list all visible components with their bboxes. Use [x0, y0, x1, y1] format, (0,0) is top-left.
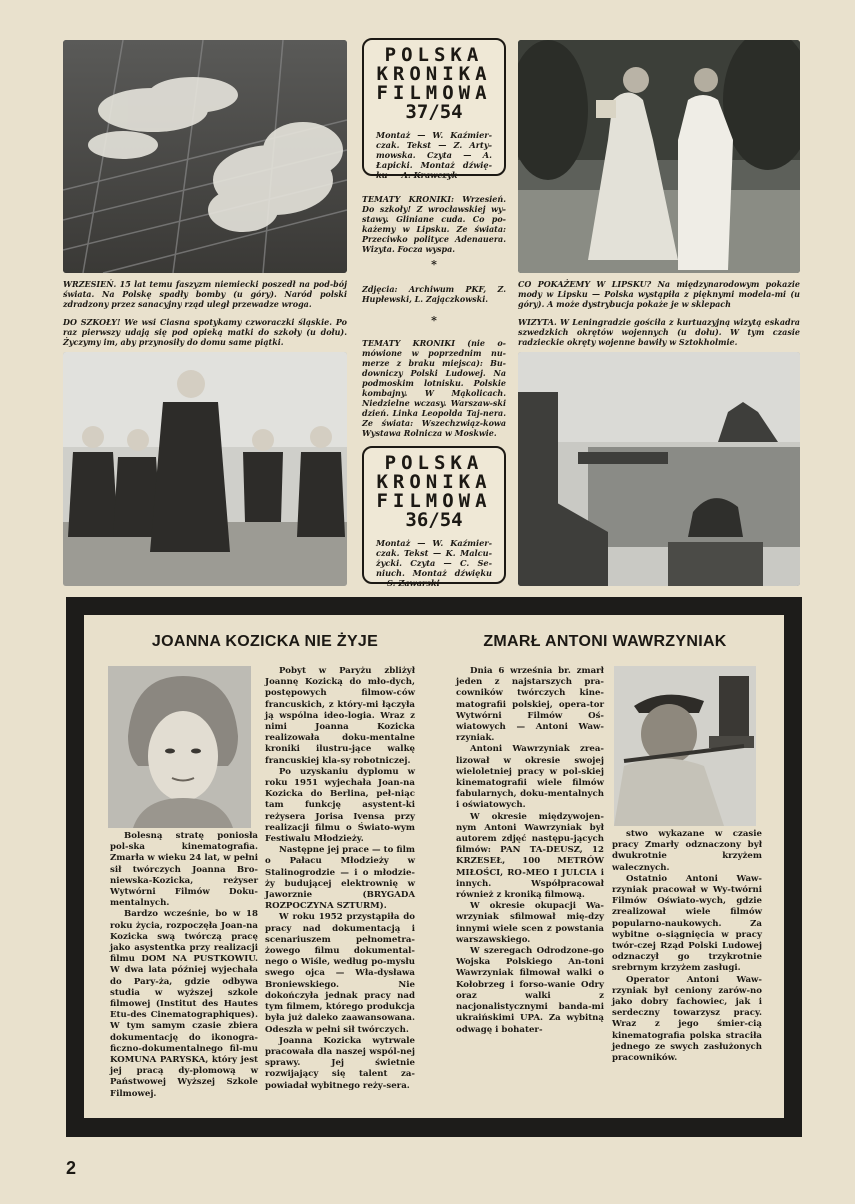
separator-star: * — [431, 314, 437, 327]
newsreel-box-36 — [362, 446, 506, 588]
obituary-heading-wawrzyniak: ZMARŁ ANTONI WAWRZYNIAK — [483, 633, 727, 650]
topics-36: TEMATY KRONIKI (nie o-mówione w poprzednim nu-merze z braku miejsca): Bu-downiczy Polski Ludowej. Na podmoskim lotnisku. Polskie kombajny. W Mąkolicach. Niedzielne wczasy. Warszaw-ski dzień. Linka Leopolda Taj-nera. Ze świata: Wszechzwiąz-kowa Wystawa Rolnicza w Moskwie. — [362, 338, 506, 438]
box-title-line: FILMOWA — [376, 82, 492, 104]
caption-lipsk: CO POKAŻEMY W LIPSKU? Na międzynarodowym pokazie mody w Lipsku — Polska wystąpiła z pięknymi modela-mi (u góry). A może dystrybucja pokaże je w sklepach — [518, 279, 800, 309]
photo-bombing-aerial — [63, 40, 347, 273]
paragraph: Antoni Wawrzyniak zrea-lizował w okresie swojej wieloletniej pracy w pol-skiej kinematografii wiele filmów fabularnych, doku-mentalnych i oświatowych. — [456, 744, 604, 811]
caption-wizyta: WIZYTA. W Leningradzie gościła z kurtuazyjną wizytą eskadra szwedzkich okrętów wojennych (u dołu). W tym czasie radzieckie okręty wojenne bawiły w Sztokholmie. — [518, 317, 800, 347]
credits-text: Montaż — W. Kaźmier-czak. Tekst — K. Malcu-życki. Czyta — C. Se-niuch. Montaż dźwięku — S. Zawarski — [376, 538, 492, 588]
wawrzyniak-column-1 — [456, 666, 604, 1036]
paragraph: W roku 1952 przystąpiła do pracy nad dokumentacją i scenariuszem pełnometra-żowego filmu dokumental-nego o Wiśle, według po-mysłu swego ojca — Wła-dysława Broniewskiego. Nie dokończyła jednak pracy nad tym filmem, którego produkcja była już daleko zaawansowana. Odeszła w pełni sił twórczych. — [265, 912, 415, 1035]
paragraph: Bardzo wcześnie, bo w 18 roku życia, rozpoczęła Joan-na Kozicka swą twórczą pracę jako asystentka przy realizacji filmu DOM NA PUSTKOWIU. W dwa lata później wyjechała do Pary-ża, gdzie odbywa studia w wyższej szkole filmowej (Institut des Hautes Etu-des Cinematographiques). W tym samym czasie zbiera dokumentację do ikonogra-ficzno-dokumentalnego fil-mu KOMUNA PARYSKA, który jest jej pracą dy-plomową w Państwowej Wyższej Szkole Filmowej. — [110, 909, 258, 1099]
paragraph: W okresie okupacji Wa-wrzyniak sfilmował mię-dzy innymi wiele scen z powstania warszawskiego. — [456, 901, 604, 945]
caption-wrzesien: WRZESIEŃ. 15 lat temu faszyzm niemiecki poszedł na pod-bój świata. Na Polskę spadły bomby (u góry). Naród polski zdradzony przez sanacyjny rząd uległ przewadze wroga. — [63, 279, 347, 309]
wawrzyniak-column-2 — [612, 829, 762, 1064]
paragraph: stwo wykazane w czasie pracy Zmarły odznaczony był dwukrotnie krzyżem walecznych. — [612, 829, 762, 873]
kozicka-column-1 — [110, 831, 258, 1100]
box-title-line: POLSKA — [384, 452, 484, 474]
photo-children-school — [63, 352, 347, 586]
page-number: 2 — [66, 1158, 77, 1178]
caption-do-szkoly: DO SZKOŁY! We wsi Ciasna spotykamy czworaczki śląskie. Po raz pierwszy udają się pod opieką matki do szkoły (u dołu). Życzymy im, aby przynosiły do domu same piątki. — [63, 317, 347, 347]
newsreel-box-37 — [362, 38, 506, 180]
portrait-antoni-wawrzyniak — [614, 666, 756, 826]
photo-leningrad-harbour — [518, 352, 800, 586]
photo-fashion-models — [518, 40, 800, 273]
issue-number: 36/54 — [405, 509, 463, 531]
paragraph: Następne jej prace — to film o Pałacu Młodzieży w Stalinogrodzie — i o młodzie-ży budującej elektrownię w Jaworznie (BRYGADA ROZPOCZYNA SZTURM). — [265, 845, 415, 912]
paragraph: W okresie międzywojen-nym Antoni Wawrzyniak był autorem zdjęć następu-jących filmów: PAN TA-DEUSZ, 12 KRZESEŁ, 100 METRÓW MIŁOŚCI, RO-MEO I JULCIA i innych. Współpracował również z kroniką filmową. — [456, 811, 604, 901]
photo-credits-37: Zdjęcia: Archiwum PKF, Z. Hupłewski, L. Zajączkowski. — [362, 284, 506, 304]
paragraph: Joanna Kozicka wytrwale pracowała dla naszej wspól-nej sprawy. Jej świetnie rozwijający się talent za-powiadał wybitnego reży-sera. — [265, 1035, 415, 1091]
box-title-line: FILMOWA — [376, 490, 492, 512]
portrait-joanna-kozicka — [108, 666, 251, 828]
kozicka-column-2 — [265, 666, 415, 1092]
separator-star: * — [431, 258, 437, 271]
box-title-line: KRONIKA — [376, 63, 492, 85]
obituary-heading-kozicka: JOANNA KOZICKA NIE ŻYJE — [151, 633, 379, 650]
paragraph: Bolesną stratę poniosła pol-ska kinematografia. Zmarła w wieku 24 lat, w pełni sił twórczych Joanna Bro-niewska-Kozicka, reżyser Wytwórni Filmów Doku-mentalnych. — [110, 831, 258, 909]
paragraph: Po uzyskaniu dyplomu w roku 1951 wyjechała Joan-na Kozicka do Berlina, peł-niąc tam funkcję asystent-ki reżysera Jorisa Ivensa przy realizacji filmu o Świato-wym Festiwalu Młodzieży. — [265, 766, 415, 845]
paragraph: Operator Antoni Waw-rzyniak był ceniony zarów-no jako dobry fachowiec, jak i serdeczny towarzysz pracy. Wraz z jego śmier-cią kinematografia polska straciła jednego ze swych zasłużonych pracowników. — [612, 974, 762, 1064]
box-title-line: KRONIKA — [376, 471, 492, 493]
box-title-line: POLSKA — [384, 44, 484, 66]
paragraph: Dnia 6 września br. zmarł jeden z najstarszych pra-cowników twórczych kine-matografii polskiej, opera-tor Wytwórni Filmów Oś-wiatowych — Antoni Waw-rzyniak. — [456, 666, 604, 744]
issue-number: 37/54 — [405, 101, 463, 123]
credits-text: Montaż — W. Kaźmier-czak. Tekst — Z. Arty-mowska. Czyta — A. Łapicki. Montaż dźwię-ku — A. Krawczyk — [376, 130, 492, 180]
paragraph: Pobyt w Paryżu zbliżył Joannę Kozicką do mło-dych, postępowych filmow-ców francuskich, z który-mi łączyła ją wspólna ideo-logia. Wraz z nimi Joanna Kozicka realizowała doku-mentalne kroniki ilustru-jące walkę francuskiej kla-sy robotniczej. — [265, 666, 415, 766]
topics-37: TEMATY KRONIKI: Wrzesień. Do szkoły! Z wrocławskiej wy-stawy. Gliniane cuda. Co po-każemy w Lipsku. Ze świata: Przeciwko polityce Adenauera. Wizyta. Focza wyspa. — [362, 194, 506, 254]
paragraph: Ostatnio Antoni Waw-rzyniak pracował w Wy-twórni Filmów Oświato-wych, gdzie zrealizował wiele filmów popularno-naukowych. Za wybitne o-siągnięcia w pracy twór-czej Rząd Polski Ludowej odznaczył go trzykrotnie srebrnym krzyżem zasługi. — [612, 873, 762, 974]
paragraph: W szeregach Odrodzone-go Wojska Polskiego An-toni Wawrzyniak filmował walki o Kołobrzeg i forso-wanie Odry oraz walki z nacjonalistycznymi banda-mi ukraińskimi UPA. Za wybitną odwagę i bohater- — [456, 946, 604, 1035]
